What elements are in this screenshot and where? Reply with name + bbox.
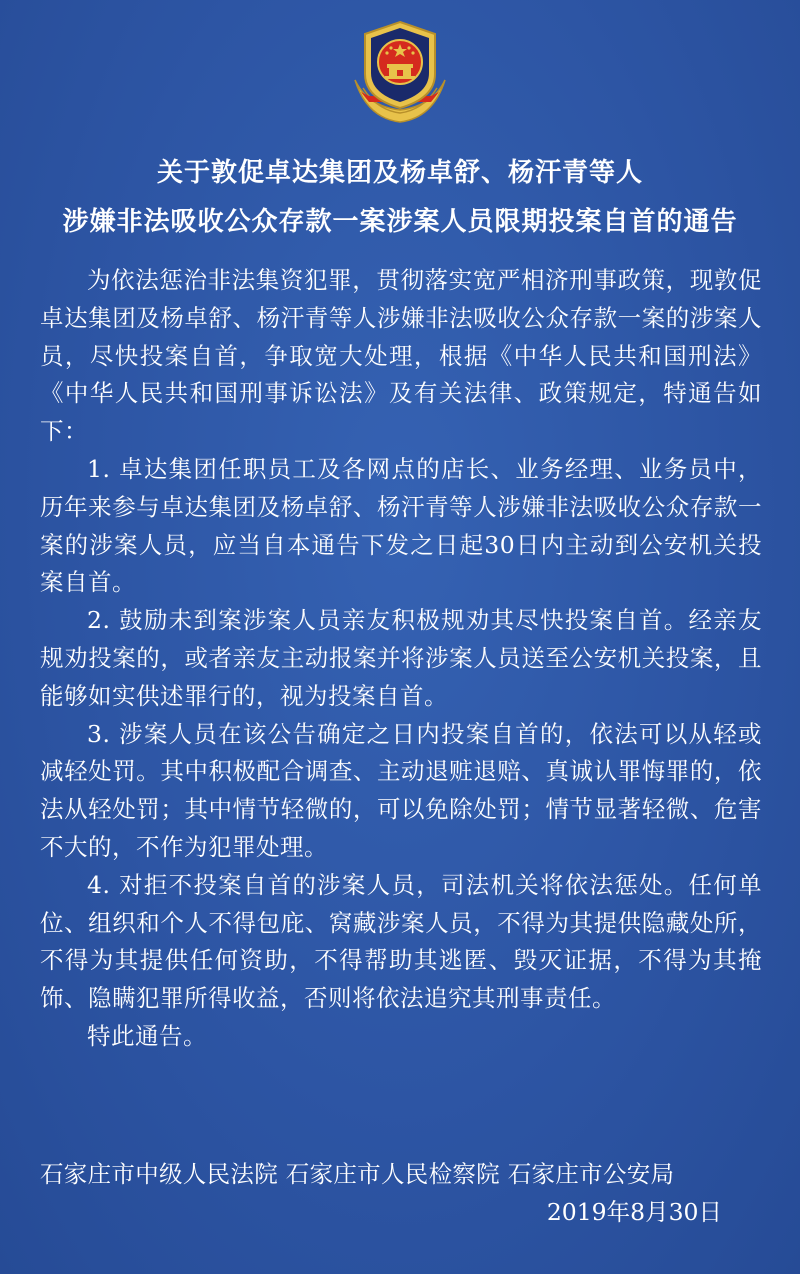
notice-title-line1: 关于敦促卓达集团及杨卓舒、杨汗青等人 [156,158,643,188]
emblem-container [0,18,800,128]
issue-date: 2019年8月30日 [546,1198,722,1226]
notice-body [40,262,762,1056]
clause-1-paragraph: 1. 卓达集团任职员工及各网点的店长、业务经理、业务员中，历年来参与卓达集团及杨卓舒、杨汗青等人涉嫌非法吸收公众存款一案的涉案人员，应当自本通告下发之日起30日内主动到公安机关投案自首。 [40,454,762,597]
clause-2-paragraph: 2. 鼓励未到案涉案人员亲友积极规劝其尽快投案自首。经亲友规劝投案的，或者亲友主动报案并将涉案人员送至公安机关投案，且能够如实供述罪行的，视为投案自首。 [40,606,762,710]
clause-3-paragraph: 3. 涉案人员在该公告确定之日内投案自首的，依法可以从轻或减轻处罚。其中积极配合调查、主动退赃退赔、真诚认罪悔罪的，依法从轻处罚；其中情节轻微的，可以免除处罚；情节显著轻微、危害不大的，不作为犯罪处理。 [40,719,762,861]
issuing-authorities: 石家庄市中级人民法院 石家庄市人民检察院 石家庄市公安局 [40,1160,675,1188]
intro-paragraph: 为依法惩治非法集资犯罪，贯彻落实宽严相济刑事政策，现敦促卓达集团及杨卓舒、杨汗青等人涉嫌非法吸收公众存款一案的涉案人员，尽快投案自首，争取宽大处理，根据《中华人民共和国刑法》《中华人民共和国刑事诉讼法》及有关法律、政策规定，特通告如下： [40,266,762,446]
clause-4-paragraph: 4. 对拒不投案自首的涉案人员，司法机关将依法惩处。任何单位、组织和个人不得包庇、窝藏涉案人员，不得为其提供隐藏处所，不得为其提供任何资助，不得帮助其逃匿、毁灭证据，不得为其掩饰、隐瞒犯罪所得收益，否则将依法追究其刑事责任。 [40,870,762,1013]
closing-paragraph: 特此通告。 [87,1021,207,1050]
police-emblem-icon [347,18,453,124]
notice-title-line2: 涉嫌非法吸收公众存款一案涉案人员限期投案自首的通告 [62,207,738,237]
